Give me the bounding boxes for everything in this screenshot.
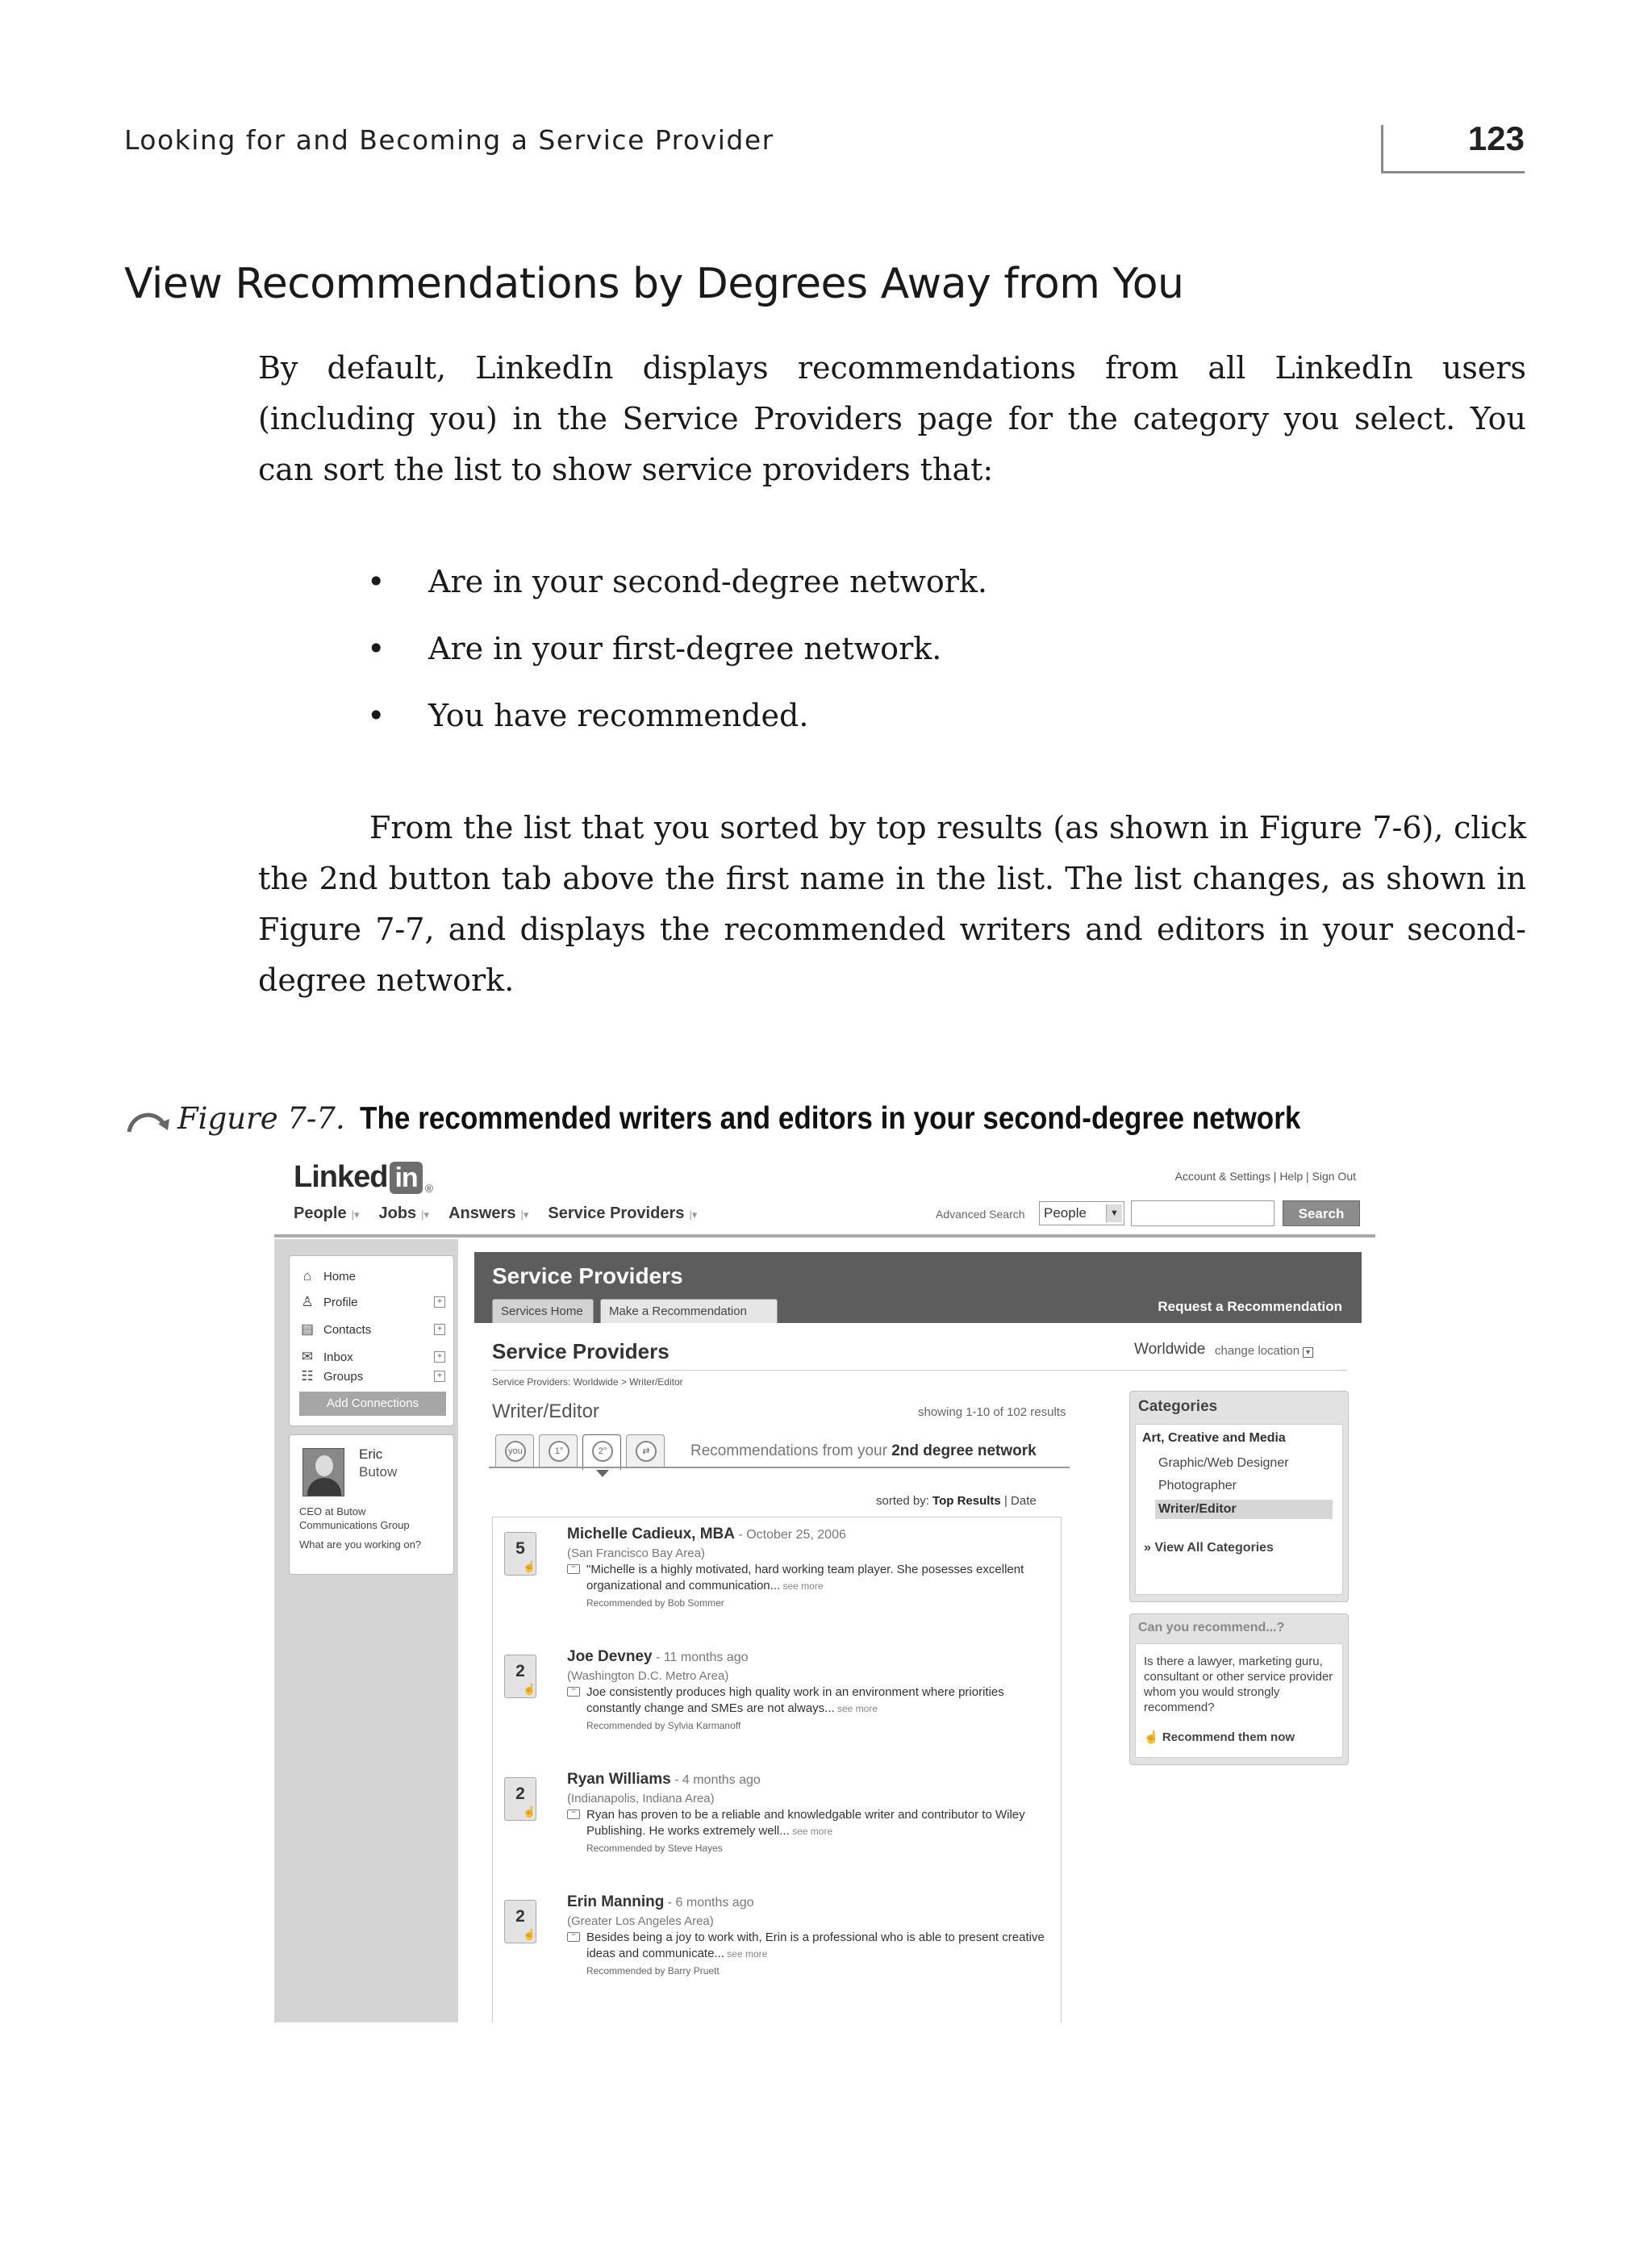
see-more-link[interactable]: see more [724,1948,768,1960]
profile-box [289,1434,454,1575]
groups-icon: ☷ [301,1368,314,1384]
nav-answers[interactable]: Answers |▾ [448,1204,529,1222]
recommendation-count: 2 ☝ [504,1777,536,1821]
page-number: 123 [1467,119,1525,157]
chevron-down-icon[interactable]: |▾ [520,1208,529,1221]
sort-date[interactable]: Date [1011,1494,1037,1508]
recommended-by[interactable]: Recommended by Barry Pruett [586,1965,720,1976]
figure-label: Figure 7-7. [177,1101,345,1136]
tab-baseline [489,1467,1070,1468]
section-title: View Recommendations by Degrees Away from You [124,260,1184,308]
recommendation-text: "Michelle is a highly motivated, hard working team player. She posesses excellent organizational and communication... see more [586,1563,1024,1592]
sidebar-item-label: Inbox [323,1350,353,1364]
provider-location: (Washington D.C. Metro Area) [567,1669,729,1683]
category-item[interactable]: Photographer [1158,1479,1237,1492]
sidebar-item-label: Home [323,1269,357,1284]
sort-controls: sorted by: Top Results | Date [876,1494,1037,1508]
recommendation-count: 5 ☝ [504,1532,536,1576]
you-icon: you [505,1441,526,1462]
second-degree-icon: 2° [592,1441,613,1462]
page-number-rule [1381,125,1383,173]
category-heading: Writer/Editor [492,1400,599,1422]
expand-icon[interactable]: + [434,1324,445,1335]
list-item [493,1517,1062,1638]
can-recommend-title: Can you recommend...? [1138,1621,1285,1634]
list-item [493,1885,1062,2006]
sidebar-item-groups[interactable] [299,1366,448,1387]
can-you-recommend-panel [1129,1613,1349,1765]
logo-in-badge: in [390,1162,422,1194]
provider-name[interactable]: Ryan Williams - 4 months ago [567,1771,761,1788]
avatar[interactable] [302,1448,344,1496]
categories-list [1135,1424,1343,1595]
page-number-underline [1381,171,1525,173]
figure-caption [124,1101,1405,1142]
first-degree-icon: 1° [549,1441,569,1462]
recommend-now-link[interactable]: ☝ Recommend them now [1144,1730,1295,1744]
logo-text: Linked [294,1160,388,1194]
tab-second-degree[interactable] [582,1434,621,1470]
sidebar-item-inbox[interactable] [299,1346,448,1367]
quote-icon: “” [567,1687,580,1697]
sidebar-item-label: Contacts [323,1322,372,1337]
thumbs-up-icon: ☝ [523,1560,536,1572]
bullet-item: • Are in your first-degree network. [367,624,987,691]
categories-panel [1129,1391,1349,1602]
search-input[interactable] [1131,1200,1274,1226]
thumbs-up-icon: ☝ [523,1805,536,1818]
request-recommendation-link[interactable]: Request a Recommendation [1158,1299,1342,1314]
bullet-list [367,557,987,758]
tab-recommended[interactable] [626,1434,665,1467]
thumbs-up-icon: ☝ [523,1928,536,1940]
see-more-link[interactable]: see more [780,1580,824,1592]
nav-people[interactable]: People |▾ [294,1204,360,1222]
sidebar-item-label: Groups [323,1369,364,1384]
tab-you[interactable] [495,1434,534,1467]
account-links[interactable]: Account & Settings | Help | Sign Out [1174,1170,1356,1183]
view-all-categories-link[interactable]: » View All Categories [1144,1541,1274,1555]
service-providers-header [474,1252,1362,1323]
chevron-down-icon[interactable]: |▾ [421,1208,430,1221]
logo-registered-mark: ® [424,1182,433,1195]
thumbs-up-icon: ☝ [523,1683,536,1695]
header-divider [274,1234,1375,1238]
provider-name[interactable]: Erin Manning - 6 months ago [567,1893,754,1910]
can-recommend-body [1135,1643,1343,1758]
see-more-link[interactable]: see more [789,1826,833,1837]
category-item[interactable]: Graphic/Web Designer [1158,1456,1289,1470]
recommended-by[interactable]: Recommended by Bob Sommer [586,1597,724,1609]
recommend-icon: ☝ [1144,1730,1162,1744]
linkedin-logo[interactable] [294,1160,432,1195]
sidebar-item-home[interactable] [299,1266,448,1287]
chevron-down-icon[interactable]: |▾ [351,1208,360,1221]
profile-first-name[interactable]: Eric [359,1446,383,1462]
nav-jobs[interactable]: Jobs |▾ [378,1204,430,1222]
sidebar-nav [289,1255,454,1426]
change-location-link[interactable]: change location ▼ [1215,1344,1313,1358]
dropdown-icon: ▼ [1303,1347,1313,1358]
advanced-search-link[interactable]: Advanced Search [936,1208,1025,1221]
recommendation-text: Joe consistently produces high quality work in an environment where priorities constantly change and SMEs are not always... see more [586,1685,1004,1715]
sort-top-results[interactable]: Top Results [932,1494,1001,1508]
chevron-down-icon: ▼ [1106,1204,1122,1222]
service-providers-content [474,1323,1362,2022]
recommended-by[interactable]: Recommended by Sylvia Karmanoff [586,1720,741,1731]
sidebar-item-label: Profile [323,1295,358,1309]
degree-tabs [489,1430,1070,1478]
expand-icon[interactable]: + [434,1351,445,1363]
home-icon: ⌂ [302,1268,312,1284]
expand-icon[interactable]: + [434,1371,445,1382]
provider-name[interactable]: Joe Devney - 11 months ago [567,1648,749,1665]
can-recommend-text: Is there a lawyer, marketing guru, consultant or other service provider whom you would strongly recommend? [1144,1655,1333,1714]
profile-icon: ♙ [301,1294,314,1309]
instruction-paragraph: From the list that you sorted by top results (as shown in Figure 7-6), click the 2nd button tab above the first name in the list. The list changes, as shown in Figure 7-7, and displays the recommended writers and editors in your second-degree network. [258,810,1526,998]
breadcrumb[interactable]: Service Providers: Worldwide > Writer/Editor [492,1376,683,1388]
recommendation-count: 2 ☝ [504,1900,536,1943]
status-prompt-link[interactable]: What are you working on? [299,1538,422,1551]
list-item [493,1640,1062,1761]
provider-location: (Greater Los Angeles Area) [567,1914,714,1928]
search-button[interactable]: Search [1283,1200,1360,1226]
results-list [492,1517,1062,2022]
profile-last-name[interactable]: Butow [359,1464,398,1480]
figure-arrow-icon [124,1106,173,1137]
quote-icon: “” [567,1809,580,1819]
categories-title: Categories [1138,1398,1218,1415]
search-scope-select[interactable] [1039,1201,1124,1225]
category-item-selected[interactable]: Writer/Editor [1155,1500,1333,1519]
nav-service-providers[interactable]: Service Providers |▾ [548,1204,698,1222]
profile-title: CEO at Butow Communications Group [299,1505,410,1531]
running-head: Looking for and Becoming a Service Provider [124,124,774,156]
category-parent[interactable]: Art, Creative and Media [1142,1431,1286,1445]
page-title: Service Providers [492,1339,670,1363]
add-connections-button[interactable]: Add Connections [299,1392,446,1416]
list-item [493,1763,1062,1884]
figure-title: The recommended writers and editors in your second-degree network [359,1101,1301,1136]
title-divider [492,1370,1347,1371]
main-nav [294,1204,716,1223]
location-label: Worldwide [1134,1341,1206,1358]
recommended-icon: ⇄ [636,1441,657,1462]
quote-icon: “” [567,1932,580,1942]
inbox-icon: ✉ [301,1349,314,1364]
recommendation-text: Ryan has proven to be a reliable and knowledgable writer and contributor to Wiley Publishing. He works extremely well... see more [586,1808,1025,1838]
chevron-down-icon[interactable]: |▾ [689,1208,698,1221]
sidebar-item-contacts[interactable] [299,1319,448,1340]
recommendation-count: 2 ☝ [504,1655,536,1698]
provider-location: (Indianapolis, Indiana Area) [567,1792,715,1805]
tab-first-degree[interactable] [539,1434,578,1467]
see-more-link[interactable]: see more [834,1703,878,1714]
results-count: showing 1-10 of 102 results [918,1405,1066,1419]
recommended-by[interactable]: Recommended by Steve Hayes [586,1843,723,1854]
bullet-item: • You have recommended. [367,691,987,758]
contacts-icon: ▤ [300,1321,315,1337]
linkedin-screenshot [274,1155,1375,2022]
recommendation-text: Besides being a joy to work with, Erin is a professional who is able to present creative ideas and communicate... see more [586,1931,1045,1960]
header-title: Service Providers [492,1263,683,1288]
bullet-item: • Are in your second-degree network. [367,557,987,624]
search-scope-value: People [1044,1205,1087,1221]
quote-icon: “” [567,1564,580,1574]
tab-make-recommendation[interactable]: Make a Recommendation [600,1299,778,1323]
provider-name[interactable]: Michelle Cadieux, MBA - October 25, 2006 [567,1526,846,1542]
provider-location: (San Francisco Bay Area) [567,1546,705,1560]
sidebar-item-profile[interactable] [299,1292,448,1313]
expand-icon[interactable]: + [434,1296,445,1308]
degree-description: Recommendations from your 2nd degree network [690,1442,1037,1459]
intro-paragraph: By default, LinkedIn displays recommendations from all LinkedIn users (including you) in the Service Providers page for the category you select. You can sort the list to show service providers that: [258,350,1526,487]
tab-services-home[interactable]: Services Home [492,1299,594,1323]
